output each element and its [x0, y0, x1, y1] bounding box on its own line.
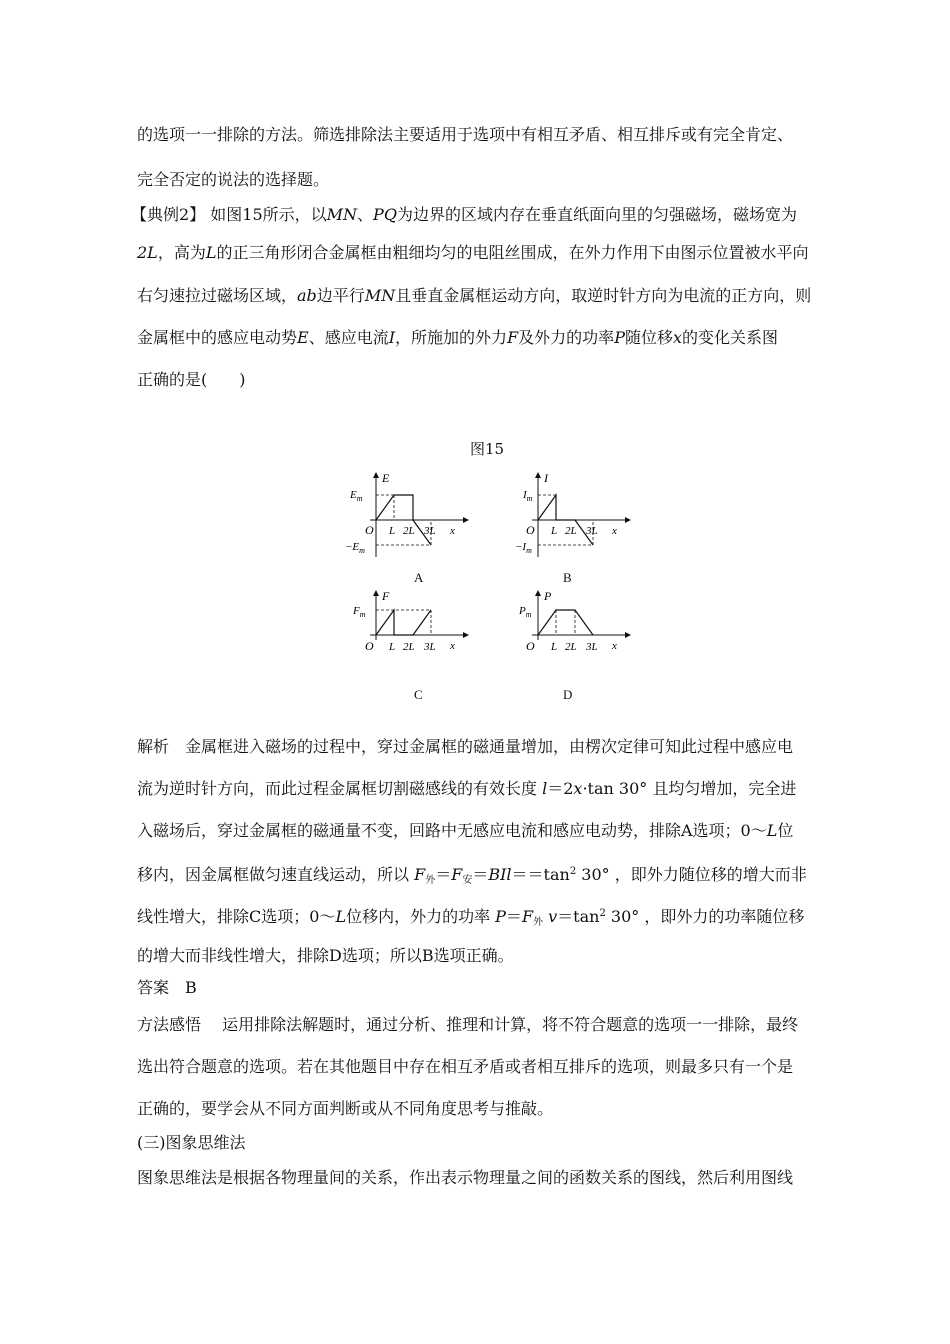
svg-text:−Em: $-E_m$ — [345, 541, 365, 555]
method-line: 方法感悟 运用排除法解题时，通过分析、推理和计算，将不符合题意的选项一一排除，最终 — [137, 1015, 799, 1034]
svg-text:x: x — [450, 640, 455, 652]
svg-text:O: O — [526, 523, 535, 537]
svg-text:Pm: $P_m$ — [519, 605, 532, 619]
solution-line: 移内，因金属框做匀速直线运动，所以 $F_外=F_安=BIl==\tan^2$ 30° ，即外力随位移的增大而非 — [137, 865, 807, 886]
svg-text:O: O — [526, 639, 535, 653]
graph-d — [512, 588, 637, 658]
graph-b-label: B — [563, 570, 572, 585]
svg-text:O: O — [365, 523, 374, 537]
solution-line: 流为逆时针方向，而此过程金属框切割磁感线的有效长度 l＝2x·tan 30° 且均匀增加，完全进 — [137, 779, 797, 798]
svg-text:−Im: $-I_m$ — [515, 541, 532, 555]
answer-line: 答案 B — [137, 978, 197, 997]
text-line: 金属框中的感应电动势E、感应电流I，所施加的外力F及外力的功率P随位移x的变化关系图 — [137, 328, 779, 347]
text-line: 的选项一一排除的方法。筛选排除法主要适用于选项中有相互矛盾、相互排斥或有完全肯定、 — [137, 125, 794, 144]
svg-text:L: L — [389, 525, 396, 537]
svg-text:2L: 2L — [565, 641, 577, 653]
svg-text:L: L — [389, 641, 396, 653]
svg-text:Im: $I_m$ — [523, 489, 533, 503]
solution-line: 入磁场后，穿过金属框的磁通量不变，回路中无感应电流和感应电动势，排除A选项；0～L位 — [137, 821, 794, 840]
svg-text:3L: 3L — [586, 525, 598, 537]
svg-text:Em: $E_m$ — [350, 489, 363, 503]
graph-d-label: D — [563, 687, 573, 702]
solution-line: 的增大而非线性增大，排除D选项；所以B选项正确。 — [137, 946, 514, 965]
svg-text:3L: 3L — [424, 525, 436, 537]
svg-text:P: P — [544, 589, 552, 603]
svg-text:3L: 3L — [586, 641, 598, 653]
graph-b — [512, 470, 637, 560]
text-line: 2L，高为L的正三角形闭合金属框由粗细均匀的电阻丝围成，在外力作用下由图示位置被水平向 — [137, 243, 809, 262]
svg-text:L: L — [551, 525, 558, 537]
svg-text:I: I — [544, 471, 548, 485]
svg-text:3L: 3L — [424, 641, 436, 653]
graph-a-label: A — [414, 570, 424, 585]
svg-text:O: O — [365, 639, 374, 653]
solution-line: 线性增大，排除C选项；0～L位移内，外力的功率 $P=F_外$ $v=\tan^2$ 30° ，即外力的功率随位移 — [137, 907, 805, 928]
svg-text:Fm: $F_m$ — [353, 605, 366, 619]
graph-c-label: C — [414, 687, 423, 702]
svg-text:x: x — [612, 525, 617, 537]
svg-text:x: x — [450, 525, 455, 537]
figure-caption: 图15 — [470, 440, 505, 458]
text-line: 完全否定的说法的选择题。 — [137, 170, 330, 189]
method-line: 选出符合题意的选项。若在其他题目中存在相互矛盾或者相互排斥的选项，则最多只有一个是 — [137, 1057, 794, 1076]
svg-text:2L: 2L — [403, 525, 415, 537]
svg-text:E: E — [382, 471, 390, 485]
svg-text:x: x — [612, 640, 617, 652]
graph-c — [345, 588, 470, 658]
svg-text:2L: 2L — [403, 641, 415, 653]
graph-a — [345, 470, 470, 560]
solution-line: 解析 金属框进入磁场的过程中，穿过金属框的磁通量增加，由楞次定律可知此过程中感应电 — [137, 737, 794, 756]
svg-text:2L: 2L — [565, 525, 577, 537]
example-line: 【典例2】 如图15所示，以MN、PQ为边界的区域内存在垂直纸面向里的匀强磁场，磁场宽为 — [131, 205, 797, 224]
method-line: 正确的，要学会从不同方面判断或从不同角度思考与推敲。 — [137, 1099, 554, 1118]
text-line: 正确的是( ) — [137, 370, 246, 389]
example-tag: 【典例2】 — [131, 205, 206, 224]
text-line: 右匀速拉过磁场区域，ab边平行MN且垂直金属框运动方向，取逆时针方向为电流的正方向，则 — [137, 286, 812, 305]
svg-text:F: F — [382, 589, 390, 603]
svg-text:L: L — [551, 641, 558, 653]
text-line: 图象思维法是根据各物理量间的关系，作出表示物理量之间的函数关系的图线，然后利用图线 — [137, 1168, 794, 1187]
section-heading: (三)图象思维法 — [137, 1133, 246, 1152]
